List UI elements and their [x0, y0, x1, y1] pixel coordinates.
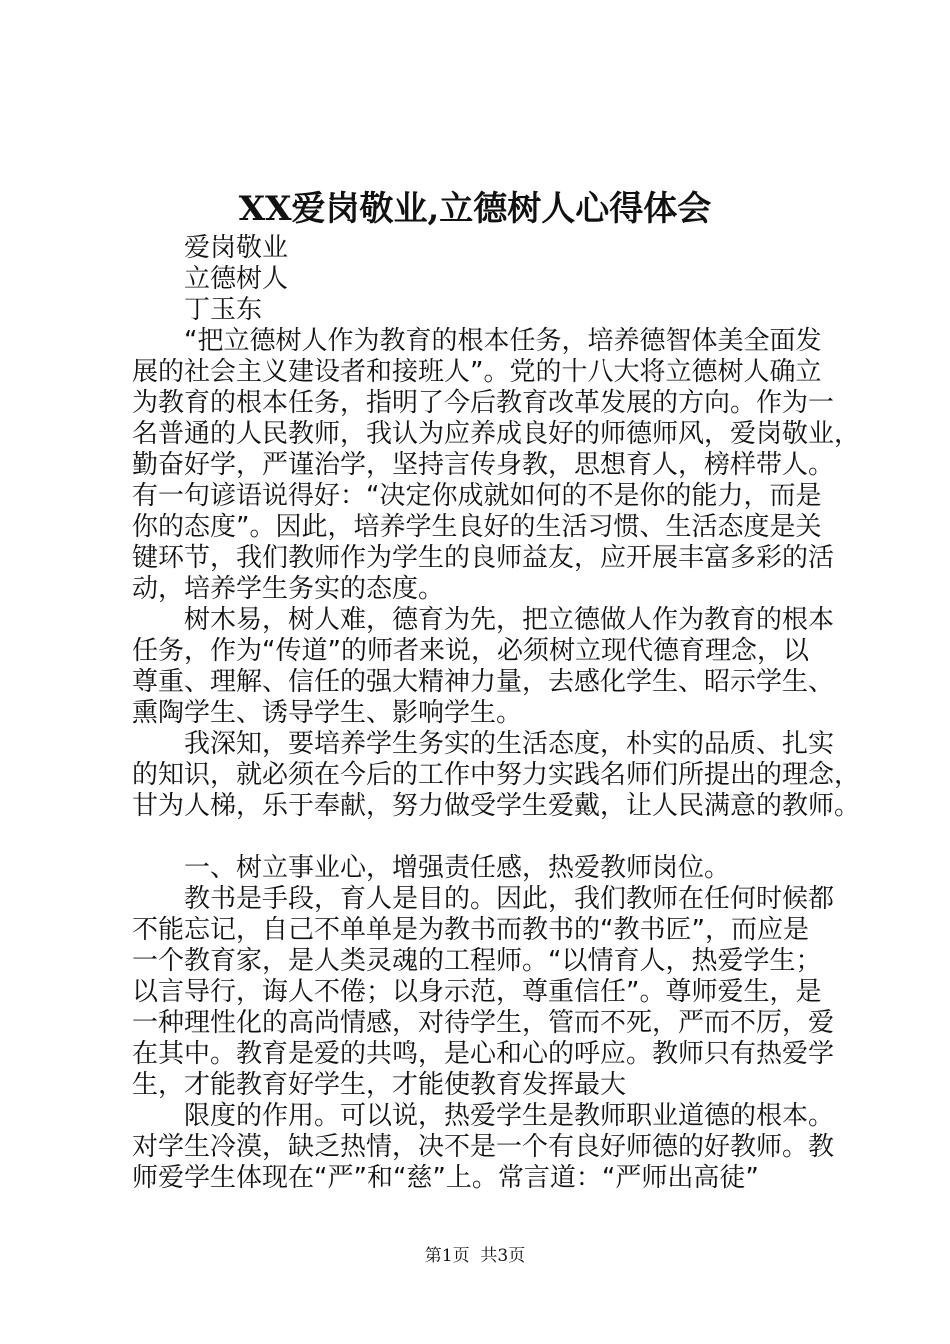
text-line: 一种理性化的高尚情感，对待学生，管而不死，严而不厉，爱	[132, 1008, 835, 1038]
text-line: 展的社会主义建设者和接班人”。党的十八大将立德树人确立	[132, 357, 822, 387]
text-line: 一个教育家，是人类灵魂的工程师。“以情育人，热爱学生；	[132, 946, 822, 976]
text-line: 为教育的根本任务，指明了今后教育改革发展的方向。作为一	[132, 388, 835, 418]
text-line: 的知识，就必须在今后的工作中努力实践名师们所提出的理念，	[132, 760, 861, 790]
text-line: 我深知，要培养学生务实的生活态度，朴实的品质、扎实	[184, 729, 835, 759]
text-line: 名普通的人民教师，我认为应养成良好的师德师风，爱岗敬业，	[132, 419, 861, 449]
page-footer: 第1页 共3页	[424, 1246, 526, 1266]
text-line: 树木易，树人难，德育为先，把立德做人作为教育的根本	[184, 605, 835, 635]
text-line: 不能忘记，自己不单单是为教书而教书的“教书匠”，而应是	[132, 915, 809, 945]
text-line: 丁玉东	[184, 295, 263, 325]
text-line: 师爱学生体现在“严”和“慈”上。常言道：“严师出高徒”	[132, 1163, 759, 1193]
text-line: 熏陶学生、诱导学生、影响学生。	[132, 698, 523, 728]
section-heading: 一、树立事业心，增强责任感，热爱教师岗位。	[184, 853, 731, 883]
text-line: 甘为人梯，乐于奉献，努力做受学生爱戴，让人民满意的教师。	[132, 791, 861, 821]
document-title: XX爱岗敬业,立德树人心得体会	[238, 189, 712, 229]
text-line: 立德树人	[184, 264, 289, 294]
text-line: 对学生冷漠，缺乏热情，决不是一个有良好师德的好教师。教	[132, 1132, 835, 1162]
paragraph-gap	[132, 822, 832, 853]
text-line: “把立德树人作为教育的根本任务，培养德智体美全面发	[184, 326, 822, 356]
text-line: 以言导行，诲人不倦；以身示范，尊重信任”。尊师爱生，是	[132, 977, 822, 1007]
text-line: 在其中。教育是爱的共鸣，是心和心的呼应。教师只有热爱学	[132, 1039, 835, 1069]
document-body	[132, 233, 861, 1194]
text-line: 动，培养学生务实的态度。	[132, 574, 445, 604]
text-line: 键环节，我们教师作为学生的良师益友，应开展丰富多彩的活	[132, 543, 835, 573]
text-line: 尊重、理解、信任的强大精神力量，去感化学生、昭示学生、	[132, 667, 835, 697]
text-line: 你的态度”。因此，培养学生良好的生活习惯、生活态度是关	[132, 512, 822, 542]
text-line: 爱岗敬业	[184, 233, 289, 263]
text-line: 限度的作用。可以说，热爱学生是教师职业道德的根本。	[184, 1101, 835, 1131]
text-line: 勤奋好学，严谨治学，坚持言传身教，思想育人，榜样带人。	[132, 450, 835, 480]
text-line: 生，才能教育好学生，才能使教育发挥最大	[132, 1070, 627, 1100]
text-line: 有一句谚语说得好：“决定你成就如何的不是你的能力，而是	[132, 481, 822, 511]
text-line: 任务，作为“传道”的师者来说，必须树立现代德育理念，以	[132, 636, 809, 666]
text-line: 教书是手段，育人是目的。因此，我们教师在任何时候都	[184, 884, 835, 914]
